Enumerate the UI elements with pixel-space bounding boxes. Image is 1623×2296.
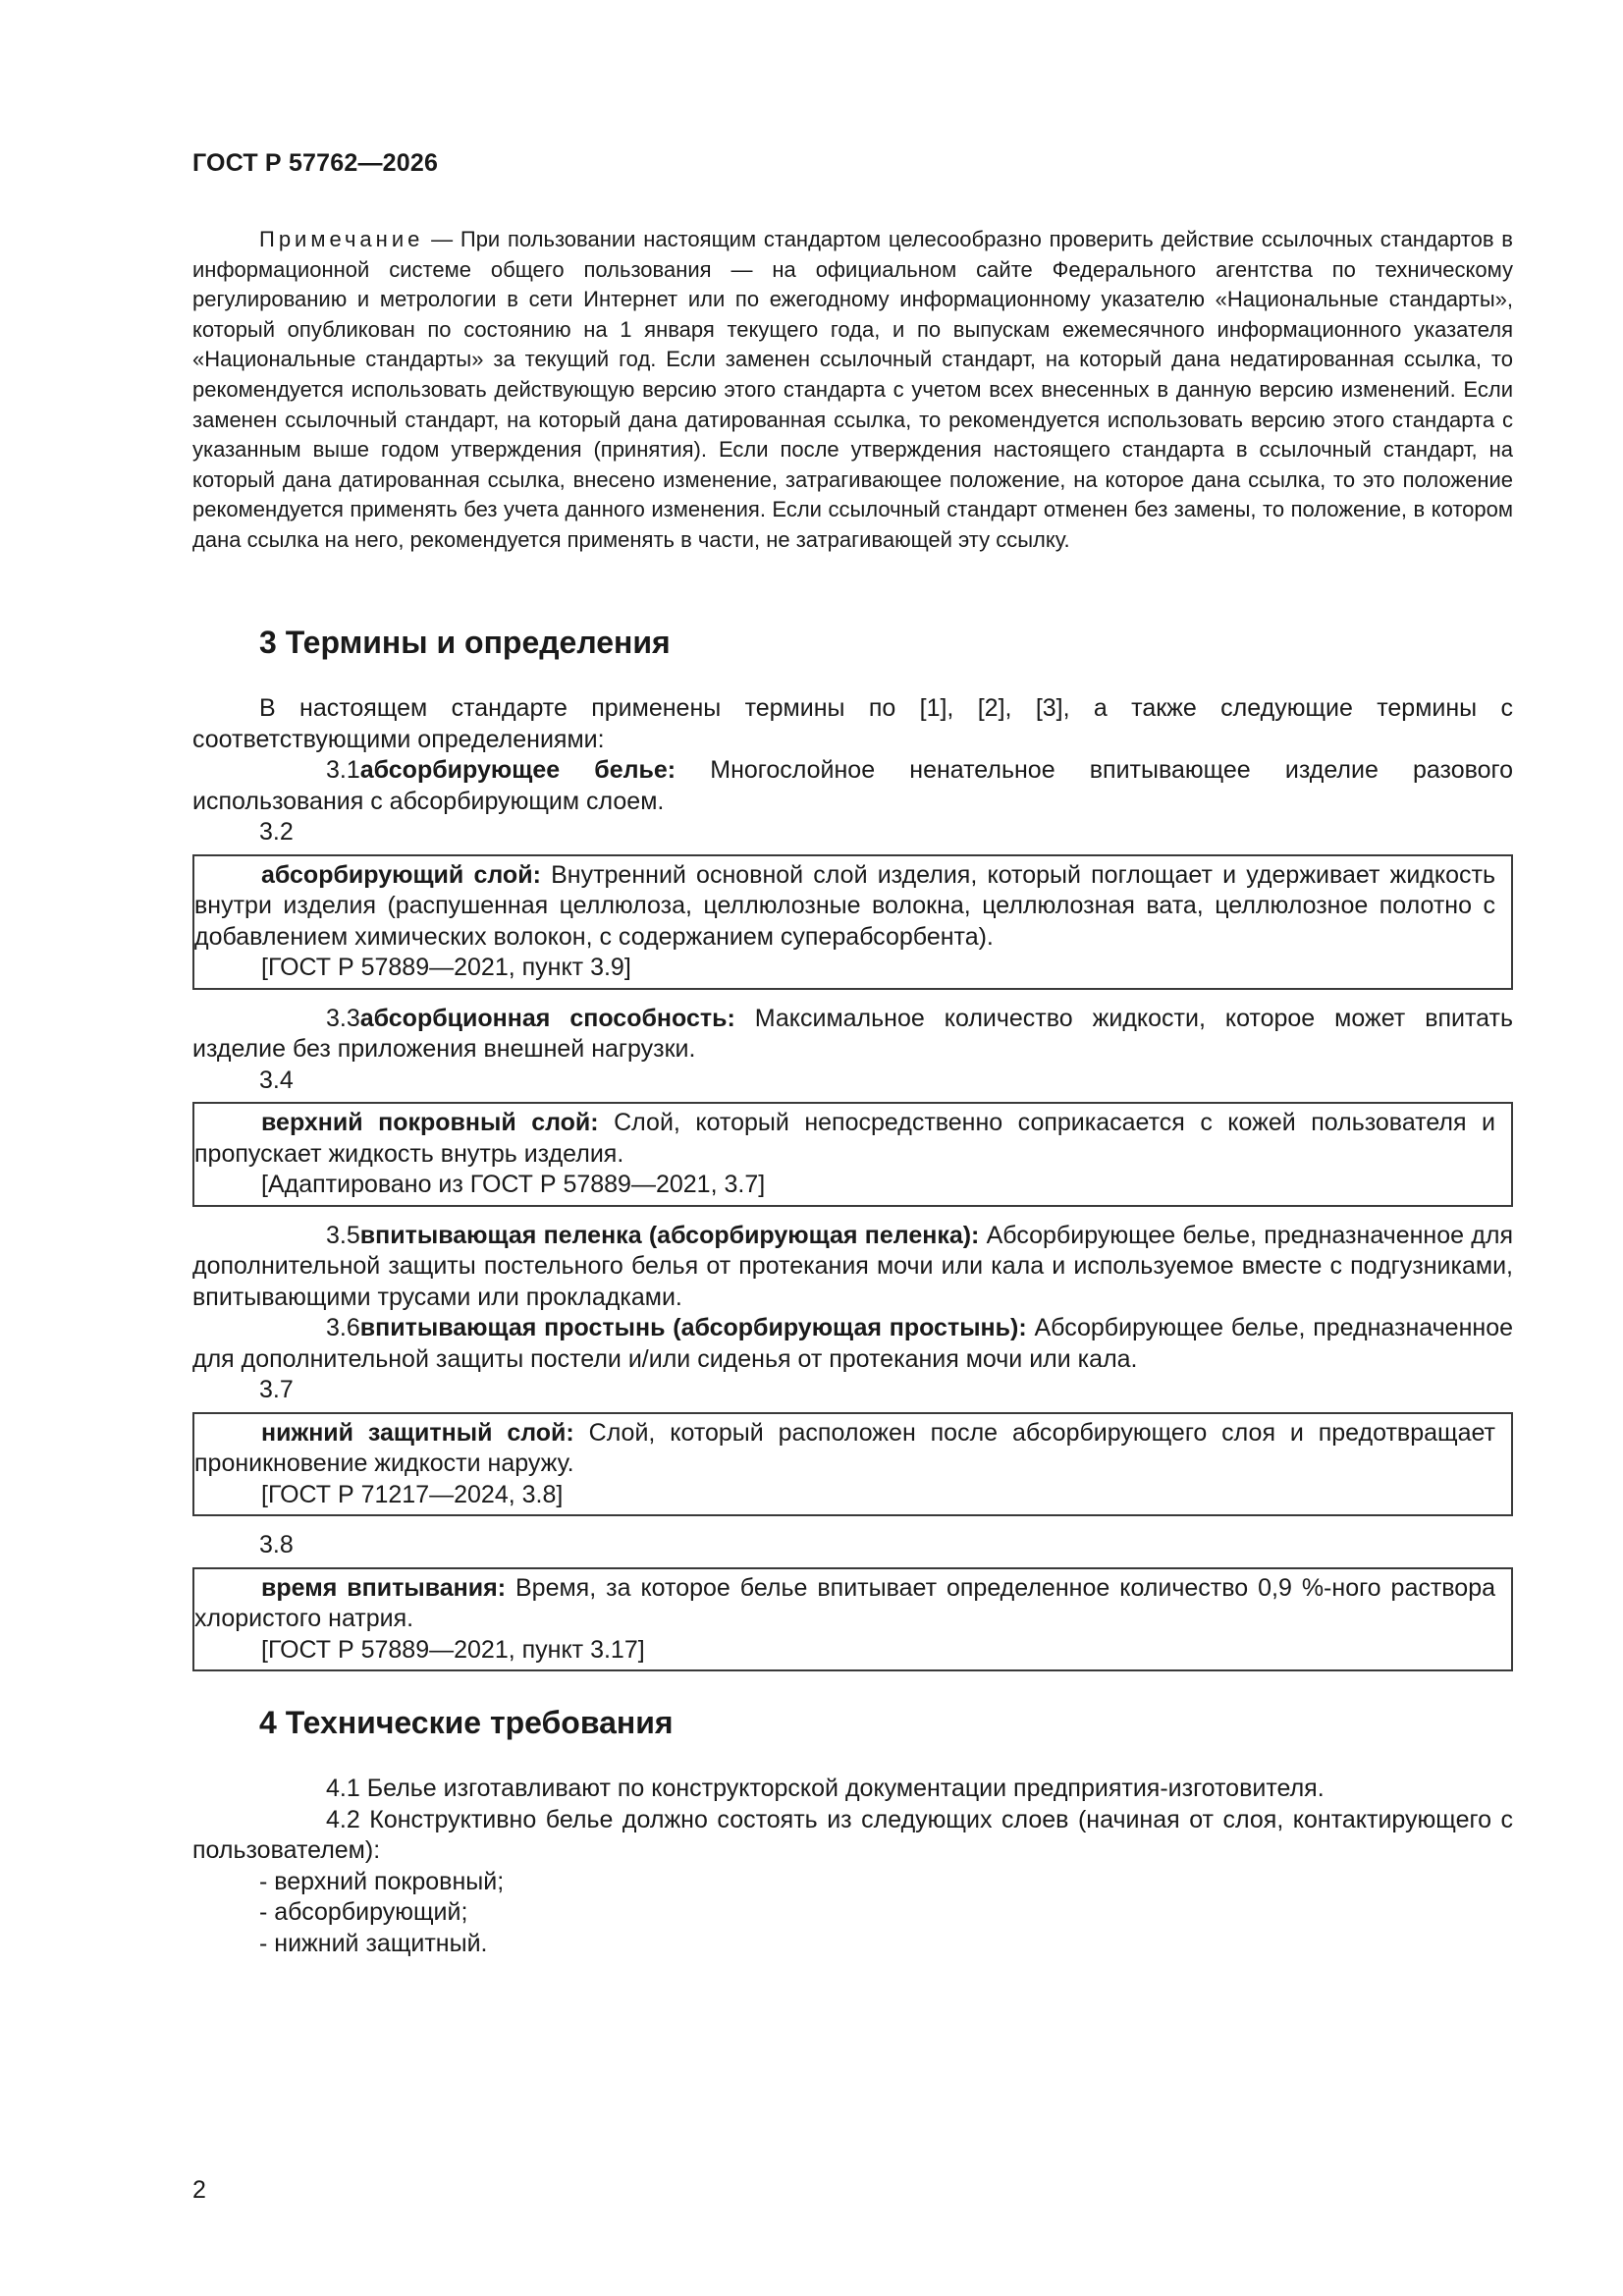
clause-4-2	[192, 1805, 1513, 1867]
term-definition: Многослойное ненательное впитывающее изделие разового использования с абсорбирующим слоем.	[192, 756, 1513, 815]
term-name: нижний защитный слой:	[261, 1418, 574, 1447]
term-definition: Время, за которое белье впитывает определенное количество 0,9 %-ного раствора хлористого натрия.	[194, 1573, 1496, 1632]
term-source: [ГОСТ Р 57889—2021, пункт 3.9]	[261, 954, 631, 981]
layer-list-item: - абсорбирующий;	[259, 1898, 468, 1926]
term-3-7	[194, 1418, 1495, 1480]
note-label: Примечание	[259, 227, 424, 251]
page-number: 2	[192, 2176, 206, 2204]
term-3-3	[192, 1004, 1513, 1066]
term-3-2	[194, 860, 1495, 954]
term-number: 3.5	[326, 1221, 360, 1249]
term-3-8-number: 3.8	[259, 1531, 294, 1558]
term-definition: Абсорбирующее белье, предназначенное для дополнительной защиты постельного белья от протекания мочи или кала и используемое вместе с подгузниками, впитывающими трусами или прокладками.	[192, 1221, 1513, 1311]
layer-list-item: - нижний защитный.	[259, 1929, 488, 1957]
main-content	[192, 623, 1513, 1959]
term-3-4	[194, 1108, 1495, 1170]
section-3-intro: В настоящем стандарте применены термины по [1], [2], [3], а также следующие термины с соответствующими определениями:	[192, 694, 1513, 753]
note-text: — При пользовании настоящим стандартом целесообразно проверить действие ссылочных стандартов в информационной системе общего пользования — на официальном сайте Федерального агентства по техническому регулированию и метрологии в сети Интернет или по ежегодному информационному указателю «Национальные стандарты», который опубликован по состоянию на 1 января текущего года, и по выпускам ежемесячного информационного указателя «Национальные стандарты» за текущий год. Если заменен ссылочный стандарт, на который дана недатированная ссылка, то рекомендуется использовать действующую версию этого стандарта с учетом всех внесенных в данную версию изменений. Если заменен ссылочный стандарт, на который дана датированная ссылка, то рекомендуется использовать версию этого стандарта с указанным выше годом утверждения (принятия). Если после утверждения настоящего стандарта в ссылочный стандарт, на который дана датированная ссылка, внесено изменение, затрагивающее положение, на которое дана ссылка, то это положение рекомендуется применять без учета данного изменения. Если ссылочный стандарт отменен без замены, то положение, в котором дана ссылка на него, рекомендуется применять в части, не затрагивающей эту ссылку.	[192, 227, 1513, 552]
term-3-2-box	[192, 854, 1513, 990]
term-3-7-box	[192, 1412, 1513, 1517]
section-4-title: 4 Технические требования	[259, 1705, 674, 1740]
term-definition: Максимальное количество жидкости, которое может впитать изделие без приложения внешней нагрузки.	[192, 1004, 1513, 1063]
term-source: [ГОСТ Р 57889—2021, пункт 3.17]	[261, 1635, 645, 1664]
term-3-8	[194, 1573, 1495, 1635]
clause-text: Конструктивно белье должно состоять из следующих слоев (начиная от слоя, контактирующего с пользователем):	[192, 1805, 1513, 1864]
term-name: абсорбирующее белье:	[359, 756, 676, 784]
term-source: [Адаптировано из ГОСТ Р 57889—2021, 3.7]	[261, 1171, 766, 1198]
term-name: абсорбирующий слой:	[261, 860, 541, 889]
clause-number: 4.1	[326, 1775, 360, 1802]
term-definition: Абсорбирующее белье, предназначенное для дополнительной защиты постели и/или сиденья от протекания мочи или кала.	[192, 1314, 1514, 1373]
term-number: 3.6	[326, 1314, 360, 1341]
term-3-4-number: 3.4	[259, 1066, 294, 1094]
term-name: абсорбционная способность:	[359, 1004, 735, 1032]
term-3-2-number: 3.2	[259, 818, 294, 846]
term-3-5	[192, 1221, 1513, 1314]
term-3-1	[192, 755, 1513, 817]
term-name: время впитывания:	[261, 1573, 507, 1602]
term-definition: Внутренний основной слой изделия, который поглощает и удерживает жидкость внутри изделия (распушенная целлюлоза, целлюлозные волокна, целлюлозная вата, целлюлозное полотно с добавлением химических волокон, с содержанием суперабсорбента).	[194, 860, 1495, 951]
clause-text: Белье изготавливают по конструкторской документации предприятия-изготовителя.	[359, 1775, 1325, 1802]
term-definition: Слой, который непосредственно соприкасается с кожей пользователя и пропускает жидкость внутрь изделия.	[194, 1109, 1495, 1168]
clause-4-1	[192, 1774, 1513, 1805]
document-code-header: ГОСТ Р 57762—2026	[192, 149, 439, 177]
section-3-title: 3 Термины и определения	[259, 625, 671, 660]
term-name: впитывающая простынь (абсорбирующая простынь):	[359, 1314, 1027, 1341]
term-3-6	[192, 1313, 1513, 1375]
term-name: верхний покровный слой:	[261, 1109, 599, 1136]
term-name: впитывающая пеленка (абсорбирующая пеленка):	[359, 1221, 980, 1249]
term-definition: Слой, который расположен после абсорбирующего слоя и предотвращает проникновение жидкости наружу.	[194, 1418, 1495, 1477]
term-source: [ГОСТ Р 71217—2024, 3.8]	[261, 1480, 564, 1508]
term-3-4-box	[192, 1102, 1513, 1207]
term-3-8-box	[192, 1567, 1513, 1672]
term-3-7-number: 3.7	[259, 1376, 294, 1403]
clause-number: 4.2	[326, 1805, 360, 1833]
term-number: 3.1	[326, 756, 360, 784]
reference-note	[192, 225, 1513, 556]
term-number: 3.3	[326, 1004, 360, 1032]
layer-list-item: - верхний покровный;	[259, 1867, 505, 1895]
